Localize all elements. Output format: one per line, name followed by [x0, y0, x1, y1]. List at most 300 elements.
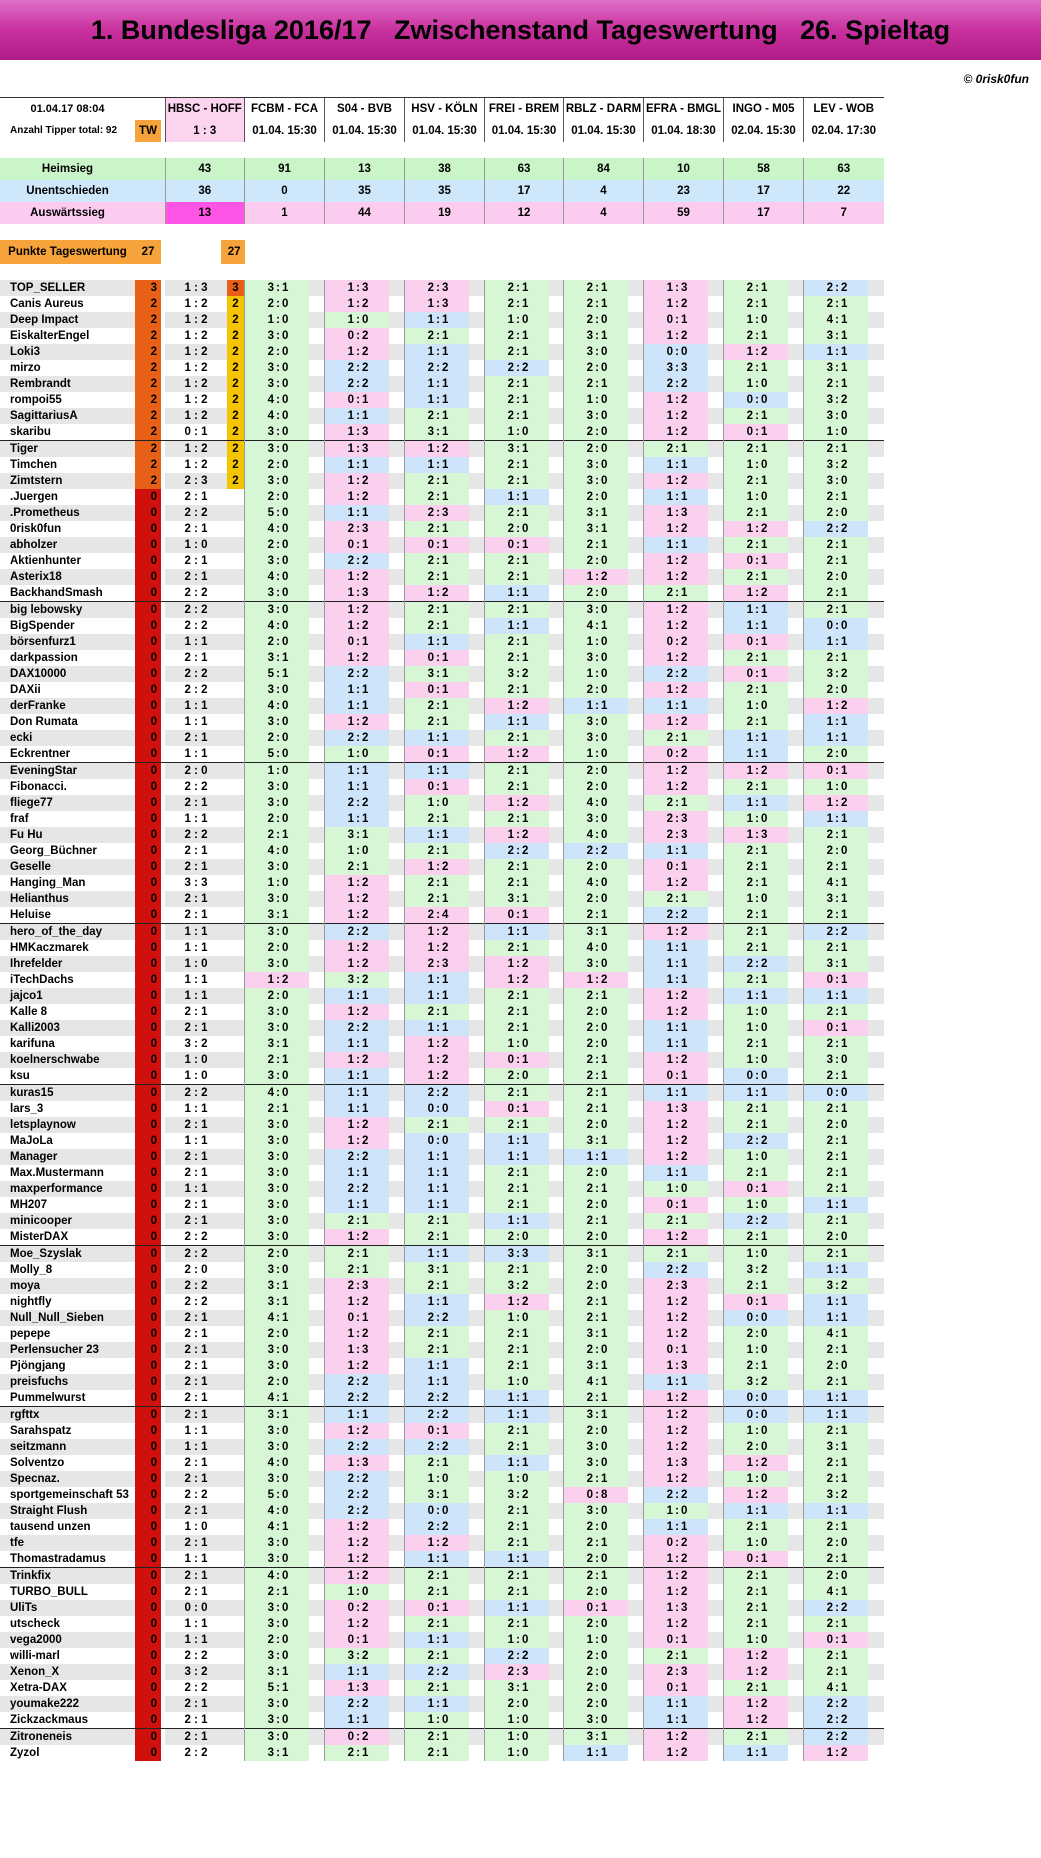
- tip-colon: :: [276, 377, 280, 390]
- tip-cell: [405, 650, 485, 666]
- tip-cell: [724, 489, 804, 505]
- tip-colon: :: [276, 409, 280, 422]
- tip-box: [644, 1246, 723, 1262]
- tip-home: 2: [746, 1569, 753, 1582]
- tip-cell: [405, 328, 485, 344]
- tip-value: [245, 1294, 309, 1310]
- player-tw: 0: [135, 1648, 161, 1664]
- tip-colon: :: [835, 941, 839, 954]
- tip-score: 3 : 2: [184, 1665, 208, 1678]
- player-row: [0, 1680, 884, 1696]
- tip-away: 2: [442, 361, 449, 374]
- tip-home: 1: [427, 393, 434, 406]
- tip-away: 1: [522, 329, 529, 342]
- tip-value: [804, 1600, 868, 1616]
- tip-value: [804, 698, 868, 714]
- tip-points: [227, 1036, 244, 1052]
- tip-box: [804, 891, 884, 907]
- tip-value: [564, 360, 628, 376]
- tip-colon: :: [516, 1295, 520, 1308]
- tip-away: 0: [841, 506, 848, 519]
- tip-box: [405, 1535, 484, 1551]
- tip-home: 1: [826, 699, 833, 712]
- tip-points: [227, 1455, 244, 1471]
- tip-cell: [485, 505, 564, 521]
- tip-cell: [804, 1149, 884, 1165]
- tip-colon: :: [675, 1102, 679, 1115]
- tip-box: [724, 795, 803, 811]
- tip-cell: [564, 296, 644, 312]
- tip-home: 1: [746, 828, 753, 841]
- tip-cell: [325, 1294, 405, 1310]
- tip-colon: :: [835, 1552, 839, 1565]
- tip-box: [804, 1101, 884, 1117]
- tip-colon: :: [356, 1263, 360, 1276]
- tip-score: 2 : 2: [184, 1488, 208, 1501]
- tip-box: [405, 1568, 484, 1584]
- player-tw: 0: [135, 843, 161, 859]
- tip-colon: :: [755, 554, 759, 567]
- tip-home: 1: [666, 1150, 673, 1163]
- tip-value: [325, 1568, 389, 1584]
- tip-value: [485, 988, 549, 1004]
- tip-value: [245, 1342, 309, 1358]
- tip-colon: :: [356, 683, 360, 696]
- player-tw: 0: [135, 1165, 161, 1181]
- tip-value: [804, 634, 868, 650]
- tip-home: 3: [586, 812, 593, 825]
- tip-value: [724, 1471, 788, 1487]
- tip-home: 1: [347, 490, 354, 503]
- tip-box: [325, 328, 404, 344]
- tip-colon: :: [755, 586, 759, 599]
- tip-home: 1: [666, 522, 673, 535]
- tip-colon: :: [276, 941, 280, 954]
- tip-colon: :: [436, 425, 440, 438]
- tip-away: 2: [362, 345, 369, 358]
- tip-box: [165, 924, 244, 940]
- tip-value: [325, 1439, 389, 1455]
- tip-away: 2: [761, 1649, 768, 1662]
- tip-away: 1: [442, 377, 449, 390]
- tip-value: [245, 280, 309, 296]
- player-row: [0, 1455, 884, 1471]
- tip-home: 1: [427, 1166, 434, 1179]
- tip-cell: [325, 1455, 405, 1471]
- tip-value: [485, 811, 549, 827]
- tip-value: [485, 489, 549, 505]
- tip-cell: [564, 1326, 644, 1342]
- tip-cell: [804, 1648, 884, 1664]
- tip-cell: [405, 1133, 485, 1149]
- tip-box: [724, 328, 803, 344]
- tip-colon: :: [276, 554, 280, 567]
- tip-colon: :: [436, 1681, 440, 1694]
- tip-value: [245, 1680, 309, 1696]
- tip-value: [405, 875, 469, 891]
- tip-box: [165, 650, 244, 666]
- tip-home: 4: [586, 1375, 593, 1388]
- tip-cell: [405, 505, 485, 521]
- tip-value: [804, 940, 868, 956]
- tip-box: [165, 1068, 244, 1084]
- tip-cell: [325, 1390, 405, 1407]
- tip-box: [325, 1342, 404, 1358]
- tip-colon: :: [595, 1633, 599, 1646]
- tip-home: 2: [586, 1230, 593, 1243]
- tip-cell: [245, 859, 325, 875]
- tip-cell: [804, 875, 884, 891]
- tip-box: [564, 714, 643, 730]
- tip-box: [804, 1439, 884, 1455]
- tip-home: 2: [586, 1053, 593, 1066]
- tip-home: 1: [427, 1472, 434, 1485]
- tip-cell: [405, 1229, 485, 1246]
- tip-colon: :: [835, 1440, 839, 1453]
- tip-home: 1: [826, 635, 833, 648]
- tip-value: [644, 1423, 708, 1439]
- tip-away: 2: [362, 1053, 369, 1066]
- tip-cell: [325, 376, 405, 392]
- tip-cell: [325, 1519, 405, 1535]
- tip-home: 2: [427, 876, 434, 889]
- tip-cell: [245, 1664, 325, 1680]
- stats-value: 13: [165, 202, 245, 224]
- tip-value: [485, 312, 549, 328]
- tip-cell: [325, 956, 405, 972]
- tip-box: [405, 795, 484, 811]
- tip-home: 0: [746, 393, 753, 406]
- tip-cell: [804, 1471, 884, 1487]
- tip-box: [405, 505, 484, 521]
- tip-away: 1: [522, 1520, 529, 1533]
- tip-points: [227, 1584, 244, 1600]
- tip-cell: [724, 618, 804, 634]
- tip-away: 2: [362, 377, 369, 390]
- tip-colon: :: [356, 1391, 360, 1404]
- tip-home: 2: [586, 780, 593, 793]
- player-row: [0, 569, 884, 585]
- tip-away: 1: [601, 1247, 608, 1260]
- tip-box: [724, 1036, 803, 1052]
- tip-cell: [724, 843, 804, 859]
- tip-points: [227, 1101, 244, 1117]
- tip-cell: [724, 1471, 804, 1487]
- tip-home: 1: [347, 1037, 354, 1050]
- points-match: 27: [165, 240, 245, 264]
- tip-away: 0: [601, 876, 608, 889]
- player-tw: 0: [135, 601, 161, 618]
- tip-away: 2: [681, 1472, 688, 1485]
- tip-box: [724, 907, 803, 923]
- tip-box: [405, 698, 484, 714]
- tip-away: 1: [601, 1150, 608, 1163]
- tip-colon: :: [356, 377, 360, 390]
- player-row: [0, 1439, 884, 1455]
- points-blank: [405, 240, 485, 264]
- tip-points: [227, 1165, 244, 1181]
- tip-cell: [485, 988, 564, 1004]
- tip-colon: :: [436, 1295, 440, 1308]
- tip-colon: :: [675, 409, 679, 422]
- tip-away: 0: [841, 425, 848, 438]
- tip-colon: :: [436, 329, 440, 342]
- tip-colon: :: [835, 377, 839, 390]
- tip-value: [245, 1600, 309, 1616]
- tip-value: [564, 698, 628, 714]
- tip-box: [804, 1390, 884, 1406]
- tip-home: 3: [507, 442, 514, 455]
- tip-box: [165, 843, 244, 859]
- tip-cell: [245, 1648, 325, 1664]
- tip-colon: :: [835, 1633, 839, 1646]
- tip-colon: :: [276, 393, 280, 406]
- player-name: Aktienhunter: [0, 553, 135, 569]
- tip-colon: :: [835, 1021, 839, 1034]
- tip-cell: [485, 1149, 564, 1165]
- tip-away: 2: [362, 1005, 369, 1018]
- tip-box: [245, 1181, 324, 1197]
- tip-value: [564, 1020, 628, 1036]
- tip-box: [245, 1246, 324, 1262]
- tip-home: 3: [586, 925, 593, 938]
- tip-home: 2: [507, 1182, 514, 1195]
- tip-box: [724, 1052, 803, 1068]
- tip-colon: :: [436, 522, 440, 535]
- tip-box: [165, 1390, 244, 1406]
- tip-box: [485, 1068, 563, 1084]
- tip-value: [644, 1246, 708, 1262]
- tip-cell: [245, 489, 325, 505]
- tip-home: 2: [826, 1375, 833, 1388]
- tip-colon: :: [276, 1408, 280, 1421]
- tip-points: [227, 666, 244, 682]
- tip-home: 1: [427, 764, 434, 777]
- tip-home: 2: [427, 699, 434, 712]
- tip-away: 1: [522, 1134, 529, 1147]
- tip-cell: [405, 907, 485, 924]
- tip-home: 2: [746, 1520, 753, 1533]
- tip-home: 2: [347, 1214, 354, 1227]
- tip-away: 1: [442, 1005, 449, 1018]
- tip-away: 1: [761, 554, 768, 567]
- tip-value: [564, 956, 628, 972]
- tip-box: [724, 392, 803, 408]
- tip-value: [644, 1310, 708, 1326]
- tip-value: [804, 1390, 868, 1406]
- player-tw: 0: [135, 1567, 161, 1584]
- tip-away: 1: [442, 1214, 449, 1227]
- tip-home: 2: [347, 731, 354, 744]
- tip-box: [245, 891, 324, 907]
- tip-box: [485, 489, 563, 505]
- tip-value: [804, 1519, 868, 1535]
- tip-value: [485, 795, 549, 811]
- tip-value: [325, 843, 389, 859]
- tip-colon: :: [675, 1182, 679, 1195]
- player-name: rompoi55: [0, 392, 135, 408]
- tip-box: [564, 1568, 643, 1584]
- tip-away: 2: [681, 1295, 688, 1308]
- stats-row-away: [0, 202, 884, 224]
- tip-points: 3: [227, 280, 244, 296]
- tip-home: 1: [666, 603, 673, 616]
- tip-away: 2: [681, 1118, 688, 1131]
- tip-home: 2: [507, 683, 514, 696]
- tip-score: 2 : 1: [184, 1456, 208, 1469]
- tip-away: 1: [601, 1408, 608, 1421]
- tip-score: 1 : 1: [184, 1182, 208, 1195]
- tip-colon: :: [276, 1037, 280, 1050]
- tip-home: 2: [507, 1665, 514, 1678]
- tip-colon: :: [356, 1472, 360, 1485]
- tip-box: [325, 1229, 404, 1245]
- tip-box: [724, 618, 803, 634]
- tip-colon: :: [835, 1424, 839, 1437]
- tip-box: [325, 360, 404, 376]
- tip-away: 2: [761, 1375, 768, 1388]
- tip-box: [165, 602, 244, 618]
- tip-colon: :: [755, 925, 759, 938]
- tip-cell: [485, 1616, 564, 1632]
- tip-away: 2: [681, 1569, 688, 1582]
- tip-value: [485, 441, 549, 457]
- tip-home: 0: [427, 747, 434, 760]
- tip-value: [325, 360, 389, 376]
- tip-away: 1: [681, 941, 688, 954]
- tip-cell: [724, 344, 804, 360]
- tip-away: 2: [681, 393, 688, 406]
- tip-box: [485, 280, 563, 296]
- tip-away: 1: [362, 506, 369, 519]
- tip-away: 1: [522, 345, 529, 358]
- tip-colon: :: [675, 1456, 679, 1469]
- tip-away: 2: [681, 1005, 688, 1018]
- tip-cell: [724, 1439, 804, 1455]
- tip-colon: :: [516, 1424, 520, 1437]
- tip-away: 0: [761, 1069, 768, 1082]
- player-row: [0, 521, 884, 537]
- tip-box: [485, 907, 563, 923]
- tip-home: 1: [347, 409, 354, 422]
- tip-colon: :: [276, 1520, 280, 1533]
- tip-box: [804, 1133, 884, 1149]
- tip-box: [245, 827, 324, 843]
- tip-value: [325, 1374, 389, 1390]
- tip-home: 3: [826, 409, 833, 422]
- tip-value: [644, 312, 708, 328]
- tip-cell: [325, 650, 405, 666]
- tip-home: 3: [347, 973, 354, 986]
- tip-home: 1: [507, 1375, 514, 1388]
- tip-score: 2 : 1: [184, 1585, 208, 1598]
- tip-home: 1: [746, 747, 753, 760]
- tip-score: 2 : 2: [184, 1086, 208, 1099]
- tip-home: 0: [427, 1102, 434, 1115]
- tip-cell: [325, 553, 405, 569]
- tip-home: 3: [267, 281, 274, 294]
- match-info-6: 01.04. 15:30: [564, 120, 644, 142]
- tip-home: 1: [507, 1633, 514, 1646]
- tip-value: [804, 843, 868, 859]
- tip-colon: :: [356, 812, 360, 825]
- tip-cell: [724, 1262, 804, 1278]
- tip-colon: :: [755, 1504, 759, 1517]
- tip-home: 0: [666, 860, 673, 873]
- tip-colon: :: [516, 651, 520, 664]
- tip-box: [724, 1133, 803, 1149]
- tip-cell: [245, 746, 325, 763]
- tip-cell: [564, 328, 644, 344]
- tip-home: 2: [267, 1247, 274, 1260]
- tip-home: 1: [826, 796, 833, 809]
- tip-cell: [804, 843, 884, 859]
- player-row: [0, 1326, 884, 1342]
- tip-cell: [804, 1551, 884, 1568]
- tip-box: [564, 1519, 643, 1535]
- tip-home: 3: [427, 425, 434, 438]
- tip-box: [804, 956, 884, 972]
- tip-box: [804, 1117, 884, 1133]
- tip-box: [564, 1600, 643, 1616]
- tip-box: [804, 376, 884, 392]
- tip-colon: :: [356, 1053, 360, 1066]
- tip-box: [165, 1036, 244, 1052]
- tip-away: 2: [522, 747, 529, 760]
- tip-box: [165, 875, 244, 891]
- tip-value: [804, 1294, 868, 1310]
- tip-box: [804, 344, 884, 360]
- tip-cell: [804, 1213, 884, 1229]
- tip-home: 3: [267, 1214, 274, 1227]
- tip-away: 0: [601, 1198, 608, 1211]
- tip-home: 2: [826, 1665, 833, 1678]
- tip-cell: [245, 1197, 325, 1213]
- tip-value: [644, 1390, 708, 1406]
- player-name: willi-marl: [0, 1648, 135, 1664]
- tip-colon: :: [356, 1021, 360, 1034]
- tip-cell: [485, 1535, 564, 1551]
- tip-box: [245, 859, 324, 875]
- tip-home: 3: [267, 474, 274, 487]
- tip-home: 1: [746, 812, 753, 825]
- tip-home: 1: [746, 1633, 753, 1646]
- tip-box: [724, 1310, 803, 1326]
- tip-value: [724, 376, 788, 392]
- tip-box: [564, 537, 643, 553]
- tip-colon: :: [755, 1005, 759, 1018]
- tip-home: 2: [586, 1552, 593, 1565]
- tip-box: [245, 1165, 324, 1181]
- tip-value: [644, 360, 708, 376]
- tip-box: [485, 972, 563, 988]
- tip-colon: :: [675, 474, 679, 487]
- tip-box: [245, 1503, 324, 1519]
- player-name: koelnerschwabe: [0, 1052, 135, 1068]
- tip-cell: [724, 1197, 804, 1213]
- tip-box: [485, 940, 563, 956]
- tip-box: [724, 553, 803, 569]
- tip-home: 3: [507, 1488, 514, 1501]
- tip-value: [804, 408, 868, 424]
- tip-away: 2: [362, 1021, 369, 1034]
- tip-colon: :: [276, 812, 280, 825]
- tip-box: [564, 489, 643, 505]
- tip-box: [405, 1052, 484, 1068]
- tip-colon: :: [835, 1295, 839, 1308]
- tip-away: 0: [841, 570, 848, 583]
- tip-home: 1: [507, 425, 514, 438]
